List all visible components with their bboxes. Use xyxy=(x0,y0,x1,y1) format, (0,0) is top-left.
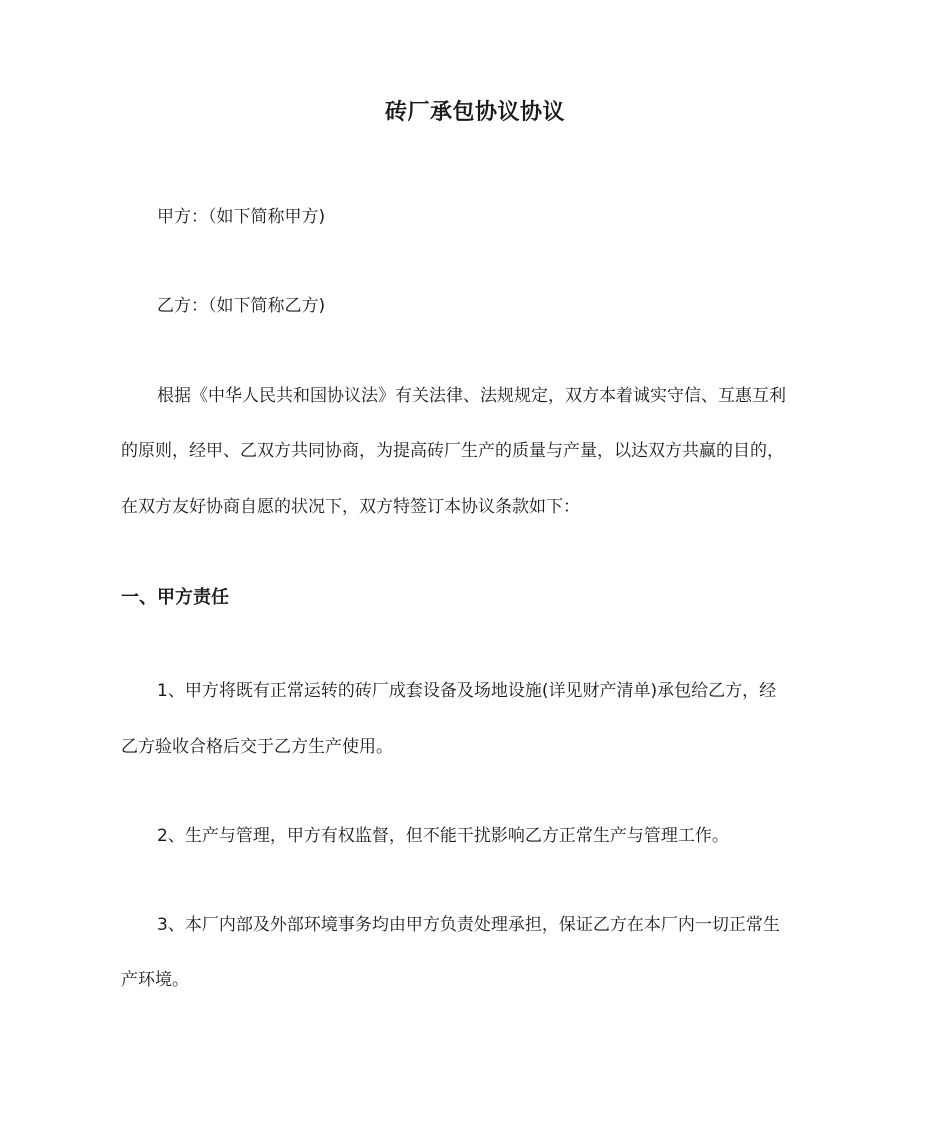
preamble-line-3: 在双方友好协商自愿的状况下，双方特签订本协议条款如下： xyxy=(121,497,580,517)
party-a-line: 甲方：（如下简称甲方) xyxy=(157,207,326,227)
party-b-line: 乙方：（如下简称乙方) xyxy=(157,296,326,316)
clause-1-line-1: 1、甲方将既有正常运转的砖厂成套设备及场地设施(详见财产清单)承包给乙方，经 xyxy=(157,681,777,701)
clause-3-line-1: 3、本厂内部及外部环境事务均由甲方负责处理承担，保证乙方在本厂内一切正常生 xyxy=(157,915,780,935)
clause-1-line-2: 乙方验收合格后交于乙方生产使用。 xyxy=(121,737,393,757)
clause-2-line: 2、生产与管理，甲方有权监督，但不能干扰影响乙方正常生产与管理工作。 xyxy=(157,826,729,846)
preamble-line-2: 的原则，经甲、乙双方共同协商，为提高砖厂生产的质量与产量，以达双方共赢的目的， xyxy=(121,441,784,461)
preamble-line-1: 根据《中华人民共和国协议法》有关法律、法规规定，双方本着诚实守信、互惠互利 xyxy=(157,386,786,406)
section-heading-party-a-duties: 一、甲方责任 xyxy=(121,587,229,608)
clause-3-line-2: 产环境。 xyxy=(121,970,189,990)
document-title: 砖厂承包协议协议 xyxy=(384,100,565,125)
